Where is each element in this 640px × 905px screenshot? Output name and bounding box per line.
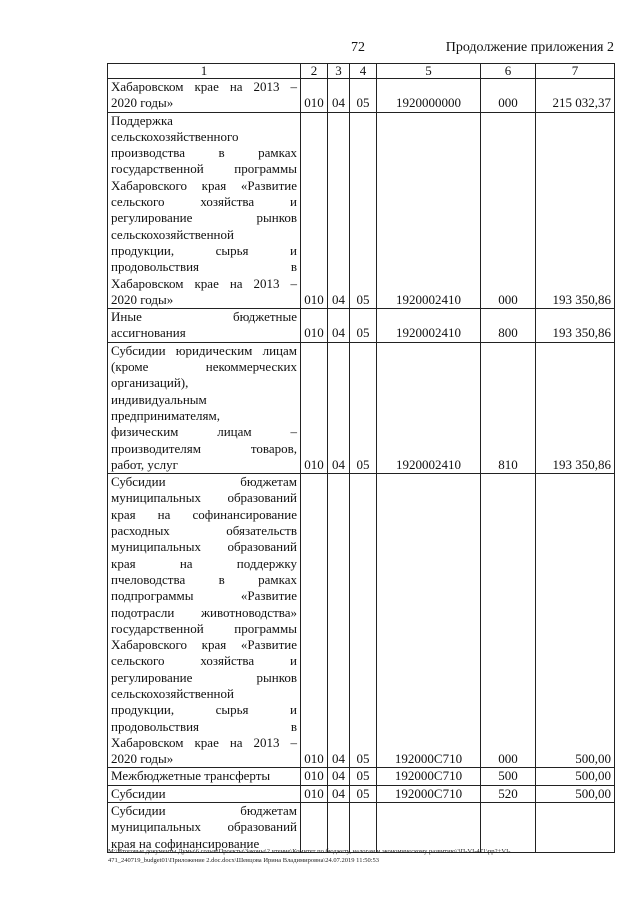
description-line: продукции, сырья и <box>111 242 297 258</box>
description-line: 2020 годы» <box>111 291 174 307</box>
subsection-code-cell: 05 <box>350 309 377 343</box>
expense-type-cell: 520 <box>481 785 536 802</box>
gr-code-cell: 010 <box>301 342 328 473</box>
gr-code-cell: 010 <box>301 768 328 785</box>
row-description <box>108 79 301 113</box>
description-line: пчеловодства в рамках <box>111 571 297 587</box>
column-header-5: 5 <box>377 64 481 79</box>
section-code-cell: 04 <box>328 768 350 785</box>
description-line: (кроме некоммерческих <box>111 359 297 375</box>
target-article-cell: 1920002410 <box>377 112 481 309</box>
column-header-6: 6 <box>481 64 536 79</box>
section-code-cell: 04 <box>328 112 350 309</box>
expense-type-cell: 000 <box>481 474 536 768</box>
amount-cell: 500,00 <box>536 474 615 768</box>
description-line: сельскохозяйственной <box>111 685 234 701</box>
table-row <box>108 112 615 309</box>
column-header-7: 7 <box>536 64 615 79</box>
section-code-cell <box>328 803 350 853</box>
description-line: расходных обязательств <box>111 523 297 539</box>
description-line: края на софинансирование <box>111 506 297 522</box>
expense-type-cell: 000 <box>481 112 536 309</box>
section-code-cell: 04 <box>328 342 350 473</box>
amount-cell: 193 350,86 <box>536 309 615 343</box>
column-header-1: 1 <box>108 64 301 79</box>
description-line: государственной программы <box>111 161 297 177</box>
subsection-code-cell: 05 <box>350 768 377 785</box>
table-row <box>108 474 615 768</box>
description-line: Хабаровского края «Развитие <box>111 637 297 653</box>
column-header-row <box>108 64 615 79</box>
table-row <box>108 803 615 853</box>
expense-type-cell: 800 <box>481 309 536 343</box>
subsection-code-cell: 05 <box>350 785 377 802</box>
description-line: муниципальных образований <box>111 539 297 555</box>
target-article-cell: 1920002410 <box>377 342 481 473</box>
description-line: муниципальных образований <box>111 490 297 506</box>
footer-line-2: 471_240719_budget01\Приложение 2.doc.docx\Шевцова Ирина Владимировна\24.07.2019 11:50:53 <box>108 857 380 864</box>
gr-code-cell: 010 <box>301 112 328 309</box>
section-code-cell: 04 <box>328 79 350 113</box>
section-code-cell: 04 <box>328 309 350 343</box>
description-line: регулирование рынков <box>111 210 297 226</box>
description-line: Иные бюджетные <box>111 309 297 325</box>
gr-code-cell: 010 <box>301 474 328 768</box>
subsection-code-cell: 05 <box>350 112 377 309</box>
row-description <box>108 342 301 473</box>
description-line: физическим лицам – <box>111 424 297 440</box>
description-line: производства в рамках <box>111 145 297 161</box>
expense-type-cell <box>481 803 536 853</box>
target-article-cell <box>377 803 481 853</box>
description-line: сельскохозяйственной <box>111 226 234 242</box>
expense-type-cell: 500 <box>481 768 536 785</box>
table-row <box>108 309 615 343</box>
row-description <box>108 768 301 785</box>
amount-cell <box>536 803 615 853</box>
description-line: работ, услуг <box>111 456 179 472</box>
amount-cell: 193 350,86 <box>536 342 615 473</box>
file-path-footer <box>108 847 618 865</box>
description-line: 2020 годы» <box>111 751 174 767</box>
description-line: индивидуальным <box>111 391 207 407</box>
description-line: муниципальных образований <box>111 819 297 835</box>
budget-table <box>107 63 615 853</box>
description-line: подпрограммы «Развитие <box>111 588 297 604</box>
table-row <box>108 342 615 473</box>
continuation-caption: Продолжение приложения 2 <box>445 40 614 55</box>
description-line: организаций), <box>111 375 189 391</box>
description-line: Хабаровского края «Развитие <box>111 177 297 193</box>
description-line: Поддержка <box>111 112 173 128</box>
target-article-cell: 1920002410 <box>377 309 481 343</box>
description-line: края на поддержку <box>111 555 297 571</box>
amount-cell: 500,00 <box>536 785 615 802</box>
description-line: Субсидии бюджетам <box>111 474 297 490</box>
target-article-cell: 192000С710 <box>377 785 481 802</box>
subsection-code-cell: 05 <box>350 79 377 113</box>
description-line: регулирование рынков <box>111 669 297 685</box>
target-article-cell: 192000С710 <box>377 474 481 768</box>
target-article-cell: 1920000000 <box>377 79 481 113</box>
gr-code-cell <box>301 803 328 853</box>
gr-code-cell: 010 <box>301 309 328 343</box>
subsection-code-cell <box>350 803 377 853</box>
target-article-cell: 192000С710 <box>377 768 481 785</box>
description-line: продукции, сырья и <box>111 702 297 718</box>
description-line: ассигнования <box>111 325 186 341</box>
description-line: Субсидии бюджетам <box>111 803 297 819</box>
amount-cell: 500,00 <box>536 768 615 785</box>
page-number: 72 <box>351 40 365 55</box>
amount-cell: 215 032,37 <box>536 79 615 113</box>
footer-line-1: M:\Итоговые документы Думы\6 созыв\Проекты\Законы\2 чтение\Комитет по бюджету, налогам и экономическому развитию\3П-VI-471\pp2+VI- <box>108 848 511 855</box>
table-row <box>108 785 615 802</box>
description-line: Субсидии <box>111 785 166 801</box>
gr-code-cell: 010 <box>301 79 328 113</box>
row-description <box>108 112 301 309</box>
table-row <box>108 79 615 113</box>
description-line: Субсидии юридическим лицам <box>111 342 297 358</box>
description-line: сельского хозяйства и <box>111 653 297 669</box>
row-description <box>108 803 301 853</box>
subsection-code-cell: 05 <box>350 342 377 473</box>
table-row <box>108 768 615 785</box>
description-line: 2020 годы» <box>111 95 174 111</box>
description-line: продовольствия в <box>111 259 297 275</box>
description-line: продовольствия в <box>111 718 297 734</box>
description-line: Хабаровском крае на 2013 – <box>111 275 297 291</box>
row-description <box>108 785 301 802</box>
description-line: государственной программы <box>111 620 297 636</box>
section-code-cell: 04 <box>328 785 350 802</box>
subsection-code-cell: 05 <box>350 474 377 768</box>
column-header-3: 3 <box>328 64 350 79</box>
description-line: подотрасли животноводства» <box>111 604 297 620</box>
table-body <box>108 79 615 853</box>
description-line: сельского хозяйства и <box>111 194 297 210</box>
description-line: Хабаровском крае на 2013 – <box>111 79 297 94</box>
row-description <box>108 309 301 343</box>
description-line: сельскохозяйственного <box>111 128 239 144</box>
column-header-2: 2 <box>301 64 328 79</box>
amount-cell: 193 350,86 <box>536 112 615 309</box>
description-line: Межбюджетные трансферты <box>111 768 271 784</box>
gr-code-cell: 010 <box>301 785 328 802</box>
expense-type-cell: 810 <box>481 342 536 473</box>
description-line: Хабаровском крае на 2013 – <box>111 734 297 750</box>
description-line: предпринимателям, <box>111 407 220 423</box>
section-code-cell: 04 <box>328 474 350 768</box>
row-description <box>108 474 301 768</box>
expense-type-cell: 000 <box>481 79 536 113</box>
description-line: края на софинансирование <box>111 835 260 851</box>
description-line: производителям товаров, <box>111 440 297 456</box>
column-header-4: 4 <box>350 64 377 79</box>
